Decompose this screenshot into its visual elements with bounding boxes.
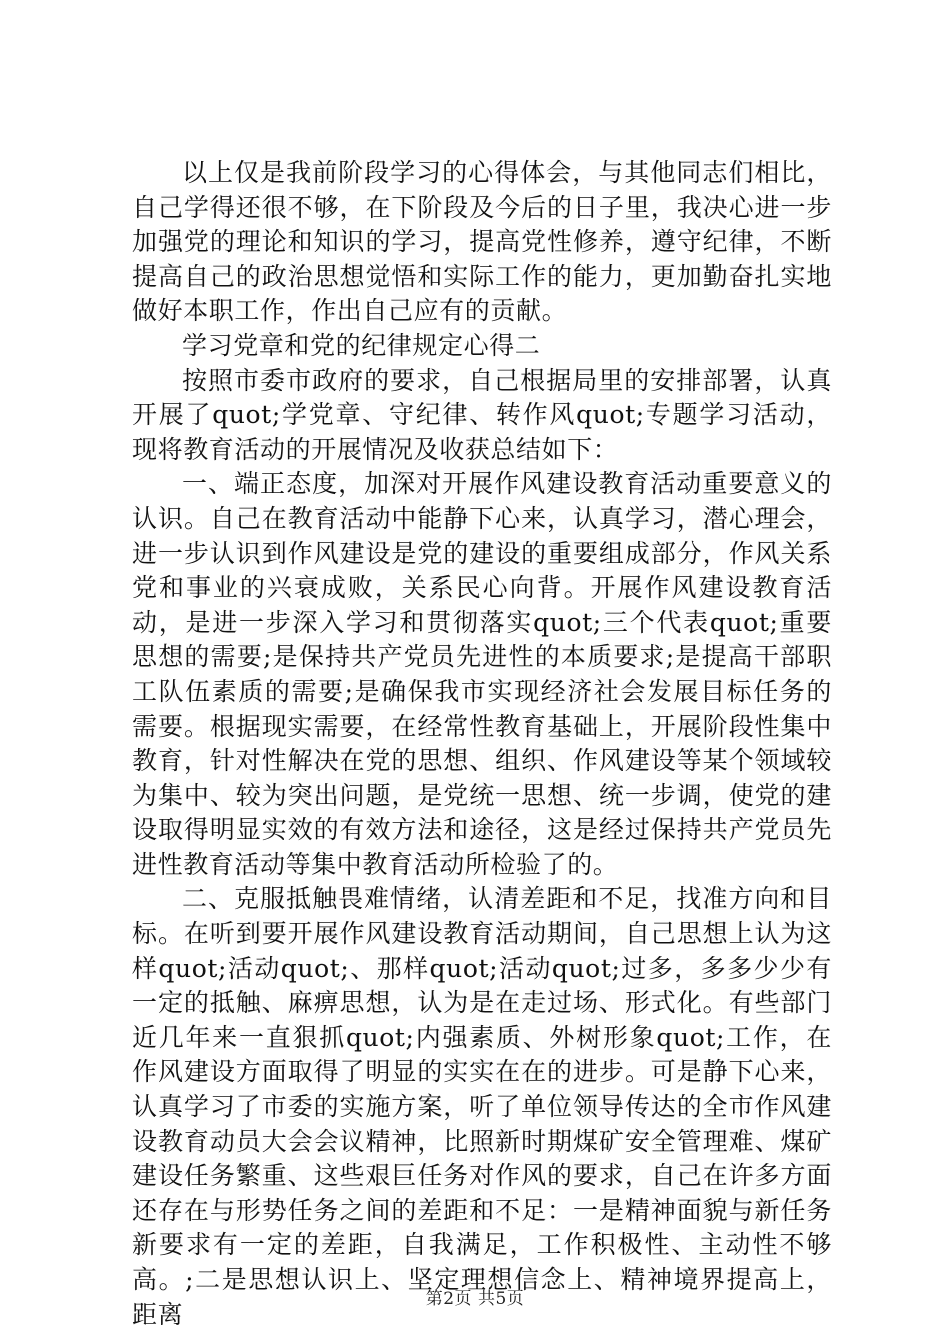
paragraph-intro: 按照市委市政府的要求，自己根据局里的安排部署，认真开展了quot;学党章、守纪律、转作风quot;专题学习活动，现将教育活动的开展情况及收获总结如下：	[132, 365, 832, 464]
paragraph-point-two: 二、克服抵触畏难情绪，认清差距和不足，找准方向和目标。在听到要开展作风建设教育活动期间，自己思想上认为这样quot;活动quot;、那样quot;活动quot;过多，多多少少有一定的抵触、麻痹思想，认为是在走过场、形式化。有些部门近几年来一直狠抓quot;内强素质、外树形象quot;工作，在作风建设方面取得了明显的实实在在的进步。可是静下心来，认真学习了市委的实施方案，听了单位领导传达的全市作风建设教育动员大会会议精神，比照新时期煤矿安全管理难、煤矿建设任务繁重、这些艰巨任务对作风的要求，自己在许多方面还存在与形势任务之间的差距和不足：一是精神面貌与新任务新要求有一定的差距，自我满足，工作积极性、主动性不够高。;二是思想认识上、坚定理想信念上、精神境界提高上，距离	[132, 884, 832, 1329]
section-title: 学习党章和党的纪律规定心得二	[182, 330, 541, 360]
document-body	[132, 156, 832, 1332]
page-footer: 第2页 共5页	[425, 1289, 525, 1309]
paragraph-conclusion: 以上仅是我前阶段学习的心得体会，与其他同志们相比，自己学得还很不够，在下阶段及今后的日子里，我决心进一步加强党的理论和知识的学习，提高党性修养，遵守纪律，不断提高自己的政治思想觉悟和实际工作的能力，更加勤奋扎实地做好本职工作，作出自己应有的贡献。	[132, 158, 832, 326]
paragraph-point-one: 一、端正态度，加深对开展作风建设教育活动重要意义的认识。自己在教育活动中能静下心来，认真学习，潜心理会，进一步认识到作风建设是党的建设的重要组成部分，作风关系党和事业的兴衰成败，关系民心向背。开展作风建设教育活动，是进一步深入学习和贯彻落实quot;三个代表quot;重要思想的需要;是保持共产党员先进性的本质要求;是提高干部职工队伍素质的需要;是确保我市实现经济社会发展目标任务的需要。根据现实需要，在经常性教育基础上，开展阶段性集中教育，针对性解决在党的思想、组织、作风建设等某个领域较为集中、较为突出问题，是党统一思想、统一步调，使党的建设取得明显实效的有效方法和途径，这是经过保持共产党员先进性教育活动等集中教育活动所检验了的。	[132, 469, 832, 879]
